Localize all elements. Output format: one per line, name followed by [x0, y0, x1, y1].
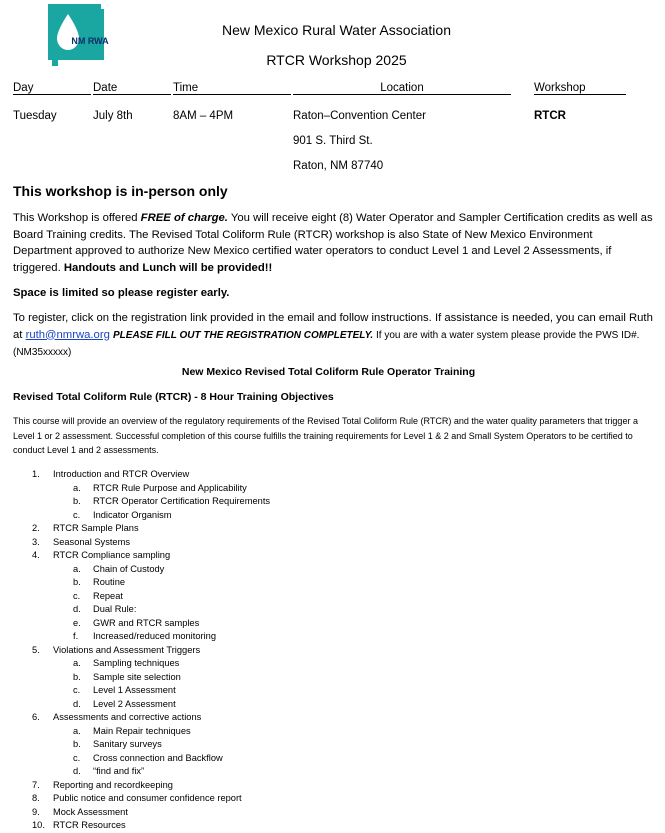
outline-item — [0, 468, 657, 482]
fill-out-note: PLEASE FILL OUT THE REGISTRATION COMPLETELY. — [113, 329, 374, 341]
outline-subitem — [0, 630, 657, 644]
outline-subtext: Cross connection and Backflow — [93, 752, 223, 763]
outline-letter: d. — [73, 766, 81, 776]
page-title: New Mexico Rural Water Association — [221, 22, 451, 38]
schedule-row — [13, 110, 643, 124]
outline-letter: d. — [73, 604, 81, 614]
outline-subtext: Level 1 Assessment — [93, 685, 176, 695]
row-day: Tuesday — [13, 110, 57, 122]
email-link[interactable]: ruth@nmrwa.org — [25, 328, 110, 341]
row-location-3: Raton, NM 87740 — [293, 160, 384, 172]
outline-item — [0, 549, 657, 563]
outline-subitem — [0, 603, 657, 617]
outline-subitem — [0, 576, 657, 590]
outline-subtext: “find and fix” — [93, 766, 145, 776]
col-day: Day — [13, 82, 91, 95]
outline-text: Public notice and consumer confidence report — [53, 793, 242, 803]
outline-number: 3. — [32, 536, 40, 547]
outline-subtext: Level 2 Assessment — [93, 698, 176, 709]
outline-subtext: Sampling techniques — [93, 658, 180, 668]
outline-text: Violations and Assessment Triggers — [53, 644, 201, 655]
outline-letter: e. — [73, 617, 81, 628]
outline-text: Introduction and RTCR Overview — [53, 469, 190, 479]
handouts-note: Handouts and Lunch will be provided!! — [63, 261, 273, 274]
outline-text: Mock Assessment — [53, 806, 128, 817]
col-date: Date — [93, 82, 171, 95]
outline-subitem — [0, 738, 657, 752]
outline-subtext: Sanitary surveys — [93, 739, 162, 749]
outline-letter: c. — [73, 590, 81, 601]
schedule-row-address — [13, 135, 643, 149]
outline-item — [0, 644, 657, 658]
outline-subitem — [0, 495, 657, 509]
schedule-row-city — [13, 160, 643, 174]
row-location-2: 901 S. Third St. — [293, 135, 373, 147]
register-text-1: To register, click on the registration link provided in the email and follow instructions. If assistance is needed, you can email Ruth at — [13, 312, 653, 341]
outline-subtext: Sample site selection — [93, 671, 181, 682]
schedule-header — [13, 82, 643, 96]
training-outline — [0, 468, 657, 833]
outline-letter: f. — [73, 631, 79, 641]
outline-subitem — [0, 752, 657, 766]
outline-number: 6. — [32, 712, 40, 722]
outline-item — [0, 819, 657, 833]
inperson-heading: This workshop is in-person only — [13, 183, 228, 199]
col-location: Location — [293, 82, 511, 95]
offer-paragraph — [13, 210, 653, 276]
outline-item — [0, 711, 657, 725]
outline-subitem — [0, 765, 657, 779]
outline-number: 4. — [32, 550, 40, 560]
outline-subitem — [0, 684, 657, 698]
outline-subitem — [0, 590, 657, 604]
outline-subtext: Dual Rule: — [93, 604, 137, 614]
outline-letter: b. — [73, 496, 81, 506]
outline-text: Reporting and recordkeeping — [53, 779, 173, 790]
outline-letter: c. — [73, 752, 81, 763]
outline-letter: c. — [73, 685, 81, 695]
outline-text: Seasonal Systems — [53, 536, 130, 547]
outline-number: 9. — [32, 806, 40, 817]
outline-letter: a. — [73, 563, 81, 574]
outline-number: 10. — [32, 820, 45, 830]
objectives-title: Revised Total Coliform Rule (RTCR) - 8 Hour Training Objectives — [13, 391, 334, 403]
training-title: New Mexico Revised Total Coliform Rule Operator Training — [181, 366, 476, 378]
register-text-2: If you are with a water system please provide the PWS ID#. (NM35xxxxx) — [13, 329, 640, 358]
offer-text-2: You will receive eight (8) Water Operator and Sampler Certification credits as well as Board Training credits. The Revised Total Coliform Rule (RTCR) workshop is also State of New Mexico Environment Department approved to authorize New Mexico certified water operators to conduct Level 1 and Level 2 Assessments, if triggered. — [13, 212, 653, 274]
outline-subtext: Increased/reduced monitoring — [93, 631, 216, 641]
outline-subitem — [0, 509, 657, 523]
row-location-1: Raton–Convention Center — [293, 110, 426, 122]
outline-letter: c. — [73, 509, 81, 520]
outline-letter: a. — [73, 482, 81, 493]
row-time: 8AM – 4PM — [173, 110, 234, 122]
outline-subtext: Repeat — [93, 590, 123, 601]
outline-subtext: Chain of Custody — [93, 563, 165, 574]
outline-subtext: Routine — [93, 577, 126, 587]
outline-number: 1. — [32, 469, 40, 479]
outline-subtext: RTCR Rule Purpose and Applicability — [93, 482, 247, 493]
outline-subtext: Main Repair techniques — [93, 725, 191, 736]
outline-subitem — [0, 671, 657, 685]
free-of-charge: FREE of charge. — [140, 212, 228, 224]
outline-letter: a. — [73, 658, 81, 668]
outline-item — [0, 536, 657, 550]
outline-item — [0, 806, 657, 820]
outline-subitem — [0, 563, 657, 577]
outline-text: RTCR Compliance sampling — [53, 550, 171, 560]
outline-letter: d. — [73, 698, 81, 709]
outline-number: 7. — [32, 779, 40, 790]
course-description: This course will provide an overview of the regulatory requirements of the Revised Total Coliform Rule (RTCR) and the water quality parameters that trigger a Level 1 or 2 assessment. Successful completion of this course fulfills the training requirements for Level 1 & 2 and Small System Operators to be certified to conduct Level 1 and 2 assessments. — [13, 416, 638, 455]
offer-text-1: This Workshop is offered — [13, 212, 141, 224]
outline-subitem — [0, 617, 657, 631]
outline-subtext: GWR and RTCR samples — [93, 617, 200, 628]
outline-item — [0, 792, 657, 806]
row-workshop: RTCR — [534, 110, 566, 122]
outline-letter: b. — [73, 739, 81, 749]
row-date: July 8th — [93, 110, 133, 122]
outline-subitem — [0, 482, 657, 496]
col-workshop: Workshop — [534, 82, 626, 95]
outline-number: 8. — [32, 793, 40, 803]
register-paragraph — [13, 310, 653, 362]
outline-subitem — [0, 698, 657, 712]
outline-letter: b. — [73, 671, 81, 682]
outline-text: RTCR Sample Plans — [53, 523, 139, 533]
outline-item — [0, 779, 657, 793]
outline-subitem — [0, 725, 657, 739]
outline-letter: b. — [73, 577, 81, 587]
col-time: Time — [173, 82, 291, 95]
outline-number: 2. — [32, 523, 40, 533]
page-subtitle: RTCR Workshop 2025 — [266, 52, 407, 68]
outline-text: RTCR Resources — [53, 820, 126, 830]
outline-subtext: Indicator Organism — [93, 509, 172, 520]
outline-subtext: RTCR Operator Certification Requirements — [93, 496, 271, 506]
outline-number: 5. — [32, 644, 40, 655]
space-limited: Space is limited so please register early. — [13, 287, 230, 299]
outline-text: Assessments and corrective actions — [53, 712, 202, 722]
outline-letter: a. — [73, 725, 81, 736]
outline-item — [0, 522, 657, 536]
logo-text: NM RWA — [71, 36, 109, 46]
outline-subitem — [0, 657, 657, 671]
